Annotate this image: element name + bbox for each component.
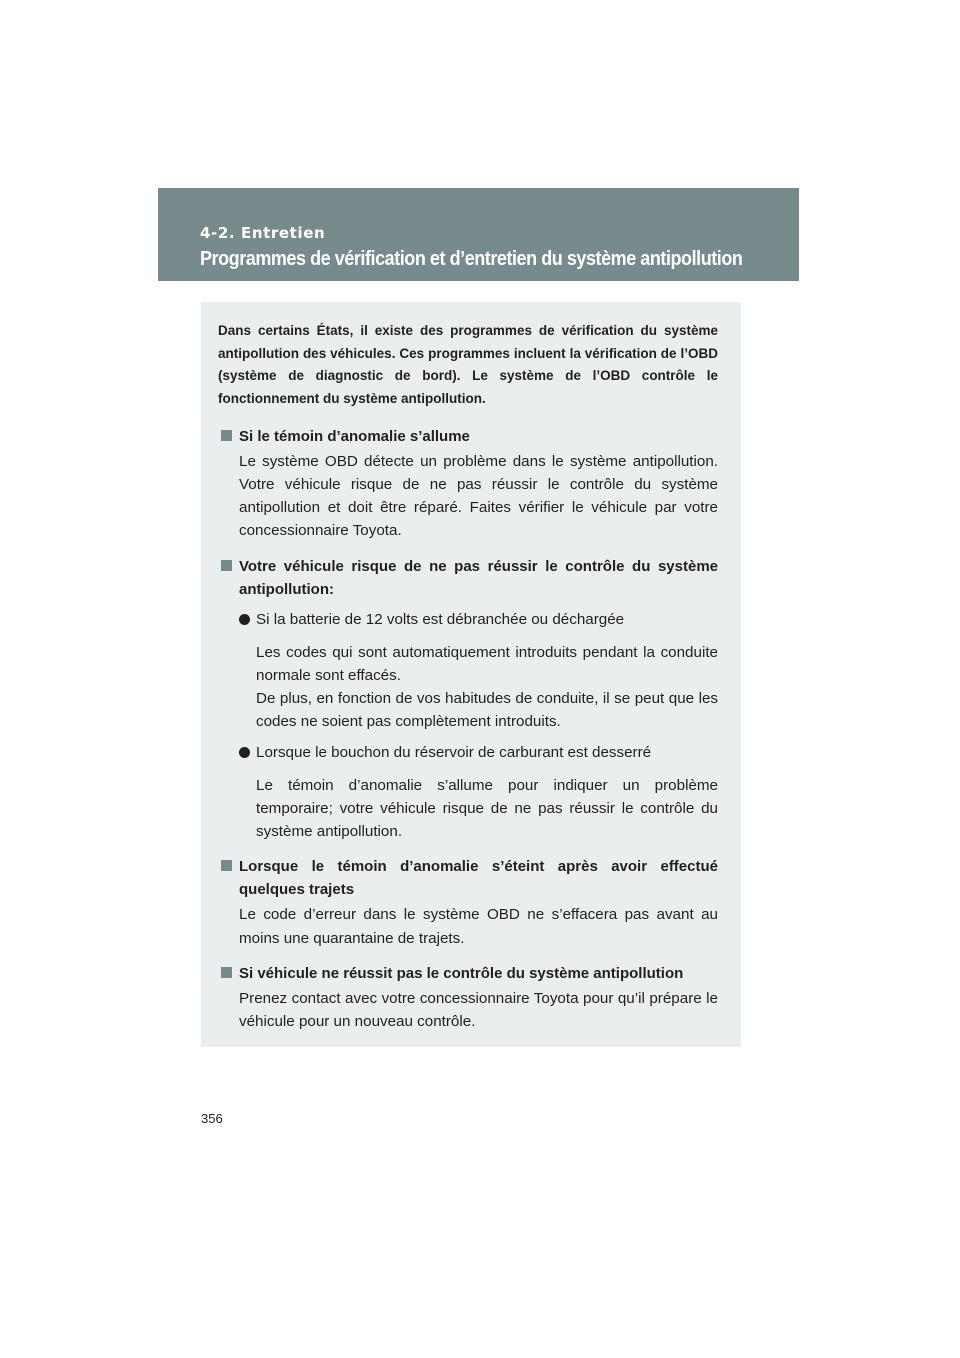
item-body: Le code d’erreur dans le système OBD ne s’effacera pas avant au moins une quarantaine de trajets. bbox=[239, 906, 718, 947]
square-bullet-icon bbox=[221, 860, 232, 871]
item-failed-inspection bbox=[218, 962, 718, 1033]
intro-paragraph: Dans certains États, il existe des programmes de vérification du système antipollution des véhicules. Ces programmes incluent la vérification de l’OBD (système de diagnostic de bord). Le système de l’OBD contrôle le fonctionnement du système antipollution. bbox=[218, 323, 718, 407]
item-warning-light-off bbox=[218, 855, 718, 949]
square-bullet-icon bbox=[221, 560, 232, 571]
item-title: Si le témoin d’anomalie s’allume bbox=[239, 427, 470, 445]
item-body: Prenez contact avec votre concessionnaire Toyota pour qu’il prépare le véhicule pour un nouveau contrôle. bbox=[239, 989, 718, 1031]
item-title: Votre véhicule risque de ne pas réussir le contrôle du système antipollution: bbox=[239, 557, 718, 598]
square-bullet-icon bbox=[221, 967, 232, 978]
info-panel bbox=[201, 302, 741, 1047]
section-label: 4-2. Entretien bbox=[200, 224, 326, 242]
item-title: Si véhicule ne réussit pas le contrôle du système antipollution bbox=[239, 964, 684, 982]
item-body: Le système OBD détecte un problème dans le système antipollution. Votre véhicule risque de ne pas réussir le contrôle du système antipollution et doit être réparé. Faites vérifier le véhicule par votre concessionnaire Toyota. bbox=[239, 452, 718, 540]
subitem-body: Le témoin d’anomalie s’allume pour indiquer un problème temporaire; votre véhicule risque de ne pas réussir le contrôle du système antipollution. bbox=[256, 776, 718, 841]
item-title: Lorsque le témoin d’anomalie s’éteint après avoir effectué quelques trajets bbox=[239, 858, 718, 899]
subitem-title: Si la batterie de 12 volts est débranchée ou déchargée bbox=[256, 610, 625, 628]
item-may-fail-inspection bbox=[218, 555, 718, 844]
round-bullet-icon bbox=[239, 614, 250, 625]
item-warning-light-on bbox=[218, 425, 718, 543]
square-bullet-icon bbox=[221, 430, 232, 441]
page-title: Programmes de vérification et d’entretien du système antipollution bbox=[200, 248, 743, 270]
page-number: 356 bbox=[201, 1111, 223, 1126]
subitem-body-text-2: De plus, en fonction de vos habitudes de conduite, il se peut que les codes ne soient pas complètement introduits. bbox=[256, 690, 718, 731]
subitem-body-text: Les codes qui sont automatiquement introduits pendant la conduite normale sont effacés. bbox=[256, 643, 718, 685]
subitem-battery bbox=[239, 608, 718, 734]
round-bullet-icon bbox=[239, 747, 250, 758]
subitem-title: Lorsque le bouchon du réservoir de carburant est desserré bbox=[256, 743, 652, 761]
subitem-body bbox=[256, 641, 718, 734]
subitem-fuel-cap bbox=[239, 741, 718, 844]
chapter-header bbox=[158, 188, 799, 281]
